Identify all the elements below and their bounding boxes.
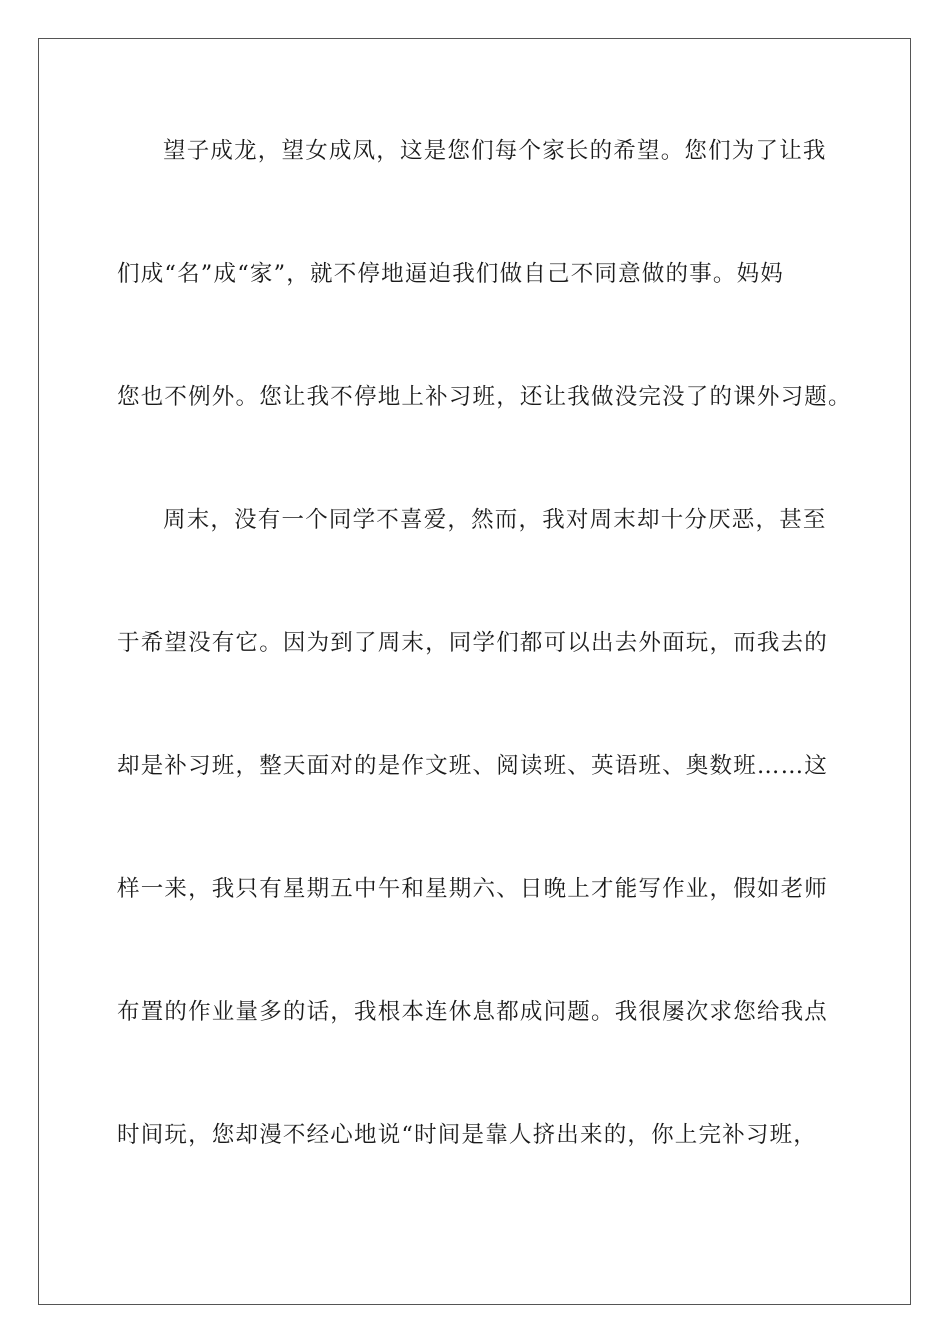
paragraph-1-line-3: 您也不例外。您让我不停地上补习班，还让我做没完没了的课外习题。 [117,384,852,410]
paragraph-2-line-2: 于希望没有它。因为到了周末，同学们都可以出去外面玩，而我去的 [117,630,829,656]
paragraph-2-line-5: 布置的作业量多的话，我根本连休息都成问题。我很屡次求您给我点 [117,999,829,1025]
paragraph-1-line-2: 们成“名”成“家”，就不停地逼迫我们做自己不同意做的事。妈妈 [117,261,785,287]
paragraph-2-line-6: 时间玩，您却漫不经心地说“时间是靠人挤出来的，你上完补习班， [117,1122,818,1148]
paragraph-2-line-4: 样一来，我只有星期五中午和星期六、日晚上才能写作业，假如老师 [117,876,829,902]
paragraph-2-line-1: 周末，没有一个同学不喜爱，然而，我对周末却十分厌恶，甚至 [163,507,827,533]
paragraph-1-line-1: 望子成龙，望女成凤，这是您们每个家长的希望。您们为了让我 [163,138,827,164]
paragraph-2-line-3: 却是补习班，整天面对的是作文班、阅读班、英语班、奥数班……这 [117,753,829,779]
page-border [38,38,911,1305]
